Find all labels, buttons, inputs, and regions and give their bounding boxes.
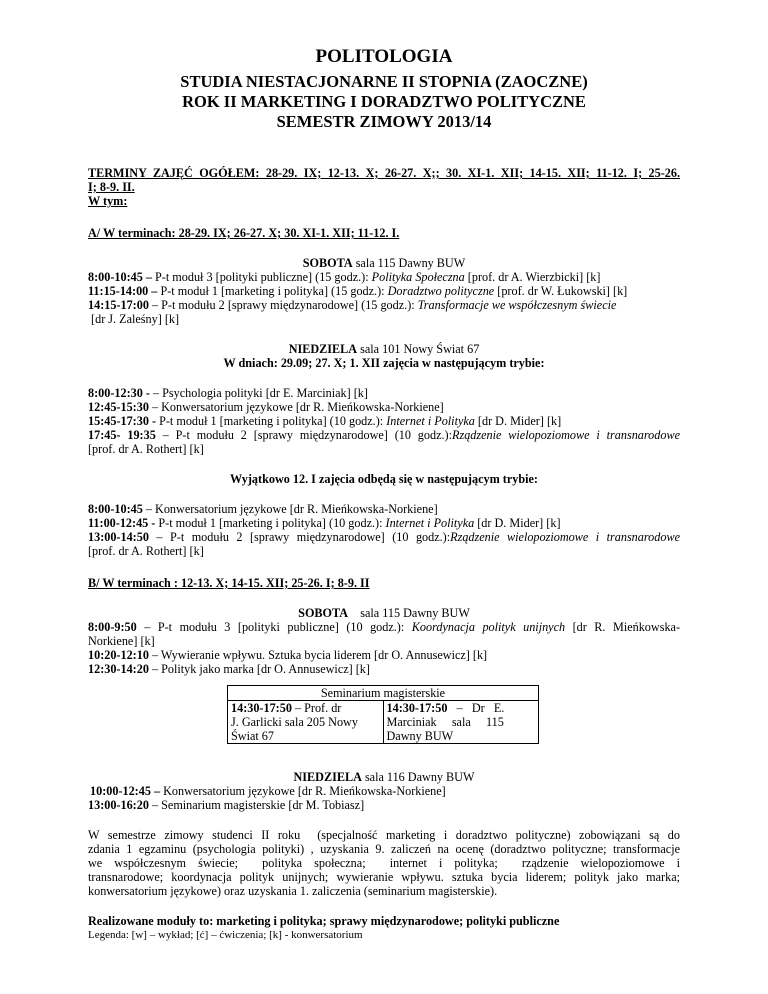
time-range: 12:30-14:20 [88, 662, 149, 676]
time-range: 17:45- 19:35 [88, 428, 156, 442]
instructor-text: [dr D. Mider] [k] [474, 516, 561, 530]
subtitle-study-mode: STUDIA NIESTACJONARNE II STOPNIA (ZAOCZNE) [180, 72, 588, 91]
seminar-cell-line [231, 701, 380, 715]
time-range: 10:20-12:10 [88, 648, 149, 662]
schedule-line [88, 298, 680, 312]
terms-line-2: I; 8-9. II. [88, 180, 135, 194]
course-title: Rządzenie wielopoziomowe i transnarodowe [450, 530, 680, 544]
course-text: – Konwersatorium językowe [dr R. Mieńkowska-Norkiene] [142, 502, 438, 516]
room-info: sala 115 Dawny BUW [352, 256, 466, 270]
section-a-sunday-header [88, 342, 680, 356]
subtitle-year-specialization: ROK II MARKETING I DORADZTWO POLITYCZNE [182, 92, 586, 111]
course-title: Doradztwo polityczne [387, 284, 495, 298]
seminar-cell-garlicki [228, 701, 384, 744]
schedule-line [88, 798, 680, 812]
course-text: Konwersatorium językowe [dr R. Mieńkowska-Norkiene] [160, 784, 446, 798]
time-range: 13:00-16:20 [88, 798, 149, 812]
instructor-text: [dr D. Mider] [k] [474, 414, 562, 428]
course-title: Koordynacja polityk unijnych [411, 620, 566, 634]
course-text: P-t moduł 1 [marketing i polityka] (15 godz.): [157, 284, 388, 298]
day-name: NIEDZIELA [288, 342, 358, 356]
course-text: – Wywieranie wpływu. Sztuka bycia liderem [dr O. Annusewicz] [k] [148, 648, 488, 662]
terms-line-3: W tym: [88, 194, 128, 208]
summary-line: konwersatorium językowe) oraz uzyskania 1. zaliczenia (seminarium magisterskie). [88, 884, 498, 898]
seminar-cell-line [387, 701, 536, 715]
course-text: – P-t modułu 3 [polityki publiczne] (10 godz.): [136, 620, 412, 634]
course-text: – P-t modułu 2 [sprawy międzynarodowe] (10 godz.): [148, 530, 451, 544]
schedule-line [88, 648, 680, 662]
time-range: 8:00-10:45 – [88, 270, 152, 284]
schedule-line [88, 516, 680, 530]
seminar-cell-marciniak [383, 701, 539, 744]
schedule-line-continuation: [prof. dr A. Rothert] [k] [88, 442, 204, 456]
subtitle-semester: SEMESTR ZIMOWY 2013/14 [276, 112, 492, 131]
day-name: SOBOTA [298, 606, 349, 620]
course-text: P-t moduł 1 [marketing i polityka] (10 godz.): [156, 414, 387, 428]
time-range: 8:00-10:45 [88, 502, 143, 516]
document-title: POLITOLOGIA [315, 46, 453, 67]
summary-line: W semestrze zimowy studenci II roku (specjalność marketing i doradztwo polityczne) zobowiązani są do [88, 828, 680, 842]
time-range: 12:45-15:30 [88, 400, 149, 414]
time-range: 8:00-9:50 [88, 620, 137, 634]
course-text: P-t moduł 3 [polityki publiczne] (15 godz.): [151, 270, 372, 284]
seminar-text: – Prof. dr [291, 701, 342, 715]
instructor-text: [prof. dr A. Wierzbicki] [k] [464, 270, 601, 284]
seminar-text: – Dr E. [447, 701, 505, 715]
seminar-table-header: Seminarium magisterskie [228, 686, 539, 701]
section-a-heading: A/ W terminach: 28-29. IX; 26-27. X; 30. XI-1. XII; 11-12. I. [88, 226, 400, 240]
exception-note: Wyjątkowo 12. I zajęcia odbędą się w następującym trybie: [230, 472, 538, 486]
sunday-dates-note: W dniach: 29.09; 27. X; 1. XII zajęcia w następującym trybie: [223, 356, 545, 370]
time-range: 10:00-12:45 – [90, 784, 161, 798]
time-range: 13:00-14:50 [88, 530, 149, 544]
schedule-line [88, 386, 680, 400]
course-text: – P-t modułu 2 [sprawy międzynarodowe] (15 godz.): [148, 298, 418, 312]
course-title: Polityka Społeczna [371, 270, 465, 284]
seminar-table [227, 685, 539, 744]
course-text: – Polityk jako marka [dr O. Annusewicz] [k] [148, 662, 370, 676]
time-range: 11:15-14:00 – [88, 284, 158, 298]
instructor-text: [dr R. Mieńkowska- [565, 620, 681, 634]
time-range: 8:00-12:30 - [88, 386, 150, 400]
section-b-sunday-header [88, 770, 680, 784]
room-info: sala 101 Nowy Świat 67 [357, 342, 480, 356]
course-title: Internet i Polityka [385, 516, 475, 530]
schedule-line-continuation: [prof. dr A. Rothert] [k] [88, 544, 204, 558]
time-range: 14:15-17:00 [88, 298, 149, 312]
course-text: – P-t modułu 2 [sprawy międzynarodowe] (10 godz.): [155, 428, 452, 442]
day-name: SOBOTA [302, 256, 353, 270]
legend: Legenda: [w] – wykład; [ć] – ćwiczenia; [k] - konwersatorium [88, 929, 363, 941]
summary-line: transnarodowe; koordynacja polityk unijnych; wywieranie wpływu. sztuka bycia liderem; polityk jako marka; [88, 870, 680, 884]
course-text: – Seminarium magisterskie [dr M. Tobiasz] [148, 798, 365, 812]
seminar-text: J. Garlicki sala 205 Nowy [231, 715, 358, 729]
course-text: P-t moduł 1 [marketing i polityka] (10 godz.): [155, 516, 386, 530]
course-title: Transformacje we współczesnym świecie [417, 298, 617, 312]
summary-line: zdania 1 egzaminu (psychologia polityki) , uzyskania 9. zaliczeń na ocenę (doradztwo polityczne; transformacje [88, 842, 680, 856]
section-b-heading: B/ W terminach : 12-13. X; 14-15. XII; 25-26. I; 8-9. II [88, 576, 370, 590]
course-title: Rządzenie wielopoziomowe i transnarodowe [452, 428, 680, 442]
section-a-saturday-header [88, 256, 680, 270]
schedule-line-continuation: [dr J. Zaleśny] [k] [88, 312, 180, 326]
modules-note: Realizowane moduły to: marketing i polityka; sprawy międzynarodowe; polityki publiczne [88, 914, 560, 928]
course-text: – Konwersatorium językowe [dr R. Mieńkowska-Norkiene] [148, 400, 444, 414]
seminar-text: Świat 67 [231, 729, 274, 743]
course-title: Internet i Polityka [386, 414, 475, 428]
seminar-text: Marciniak sala 115 [386, 715, 504, 729]
terms-line-1: TERMINY ZAJĘĆ OGÓŁEM: 28-29. IX; 12-13. X; 26-27. X;; 30. XI-1. XII; 14-15. XII; 11-12. I; 25-26. [88, 166, 680, 180]
schedule-line [88, 502, 680, 516]
schedule-line [88, 662, 680, 676]
seminar-text: Dawny BUW [386, 729, 454, 743]
schedule-line-continuation: Norkiene] [k] [88, 634, 155, 648]
schedule-line [90, 784, 682, 798]
summary-line: we współczesnym świecie; polityka społeczna; internet i polityka; rządzenie wielopoziomowe i [88, 856, 680, 870]
schedule-line [88, 284, 680, 298]
day-name: NIEDZIELA [293, 770, 362, 784]
course-text: – Psychologia polityki [dr E. Marciniak] [k] [149, 386, 368, 400]
schedule-line [88, 400, 680, 414]
time-range: 11:00-12:45 - [88, 516, 156, 530]
instructor-text: [prof. dr W. Łukowski] [k] [494, 284, 628, 298]
room-info: sala 115 Dawny BUW [348, 606, 470, 620]
schedule-line [88, 414, 680, 428]
time-range: 14:30-17:50 [231, 701, 292, 715]
section-b-saturday-header [88, 606, 680, 620]
time-range: 15:45-17:30 - [88, 414, 157, 428]
room-info: sala 116 Dawny BUW [361, 770, 475, 784]
time-range: 14:30-17:50 [386, 701, 448, 715]
schedule-line [88, 270, 680, 284]
